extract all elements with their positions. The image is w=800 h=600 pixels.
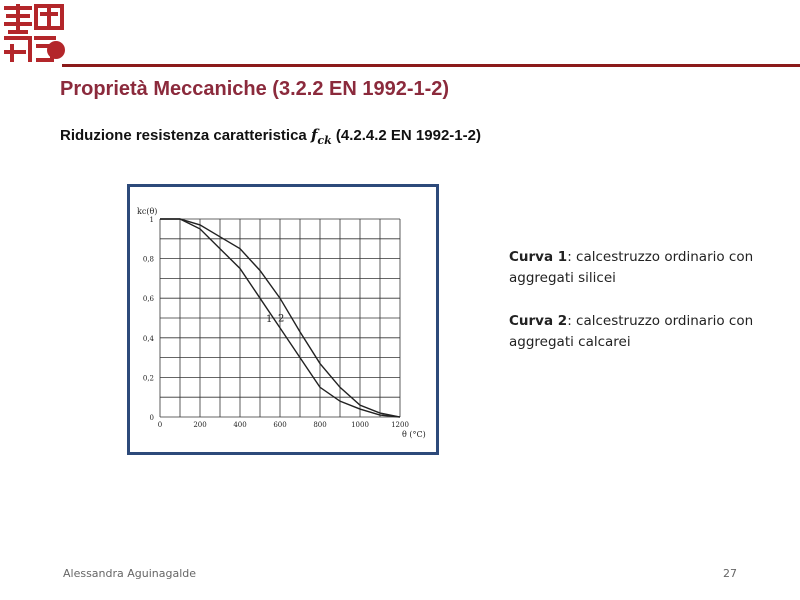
y-axis-label: kc(θ) [137, 207, 158, 216]
red-seal-logo [2, 2, 66, 62]
footer-author: Alessandra Aguinagalde [63, 567, 197, 580]
y-tick-label: 1 [149, 216, 154, 224]
y-tick-label: 0,8 [142, 255, 154, 264]
note-text: : calcestruzzo ordinario con aggregati silicei [509, 249, 754, 286]
chart-frame [127, 184, 439, 455]
x-tick-label: 600 [273, 421, 287, 429]
fck-symbol-sub: ck [317, 134, 332, 147]
page-number: 27 [723, 567, 737, 580]
x-tick-label: 200 [193, 421, 207, 429]
x-tick-label: 1000 [351, 421, 369, 429]
x-tick-label: 1200 [391, 421, 409, 429]
fck-symbol [310, 126, 332, 147]
note-curve-2 [509, 311, 779, 353]
note-label: Curva 1 [509, 249, 568, 265]
x-axis-label: θ (°C) [402, 430, 426, 439]
y-tick-label: 0,6 [142, 295, 154, 304]
y-tick-label: 0 [149, 414, 154, 422]
subtitle-suffix: (4.2.4.2 EN 1992-1-2) [335, 127, 481, 144]
x-tick-label: 0 [157, 421, 163, 429]
y-tick-label: 0,2 [142, 374, 154, 383]
seal-logo-icon [2, 2, 66, 62]
subtitle-prefix: Riduzione resistenza caratteristica [60, 127, 307, 144]
x-tick-label: 800 [313, 421, 327, 429]
x-tick-label: 400 [233, 421, 247, 429]
note-text: : calcestruzzo ordinario con aggregati calcarei [509, 313, 754, 350]
y-tick-label: 0,4 [142, 334, 154, 343]
fck-symbol-main: f [310, 126, 318, 144]
curve-label: 1 [266, 314, 273, 326]
reduction-chart [130, 187, 436, 452]
page-subtitle [60, 126, 481, 147]
curve-label: 2 [278, 313, 285, 325]
page-title: Proprietà Meccaniche (3.2.2 EN 1992-1-2) [60, 78, 450, 100]
note-curve-1 [509, 247, 779, 289]
header-rule [62, 64, 800, 67]
curve-notes [509, 247, 779, 375]
note-label: Curva 2 [509, 313, 568, 329]
